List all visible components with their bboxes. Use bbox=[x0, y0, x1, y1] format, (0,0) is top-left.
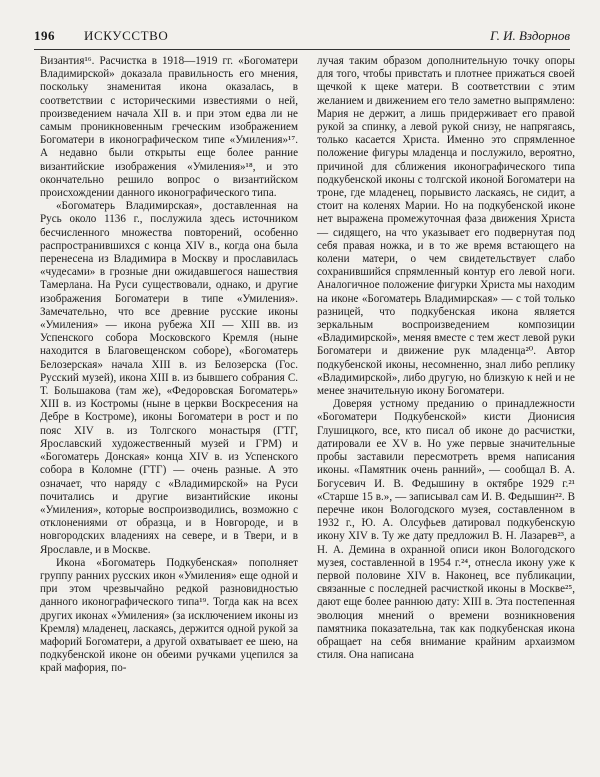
paragraph: Икона «Богоматерь Подкубенская» пополняет группу ранних русских икон «Умиления» еще одной и при этом чрезвычайно редкой разновидностью данного иконографического типа¹⁹. Тогда как на всех других иконах «Умиления» (за исключением иконы из Кремля) младенец, ласкаясь, держится одной рукой за мафорий Богоматери, а другой охватывает ее шею, на подкубенской иконе он обеими ручками уцепился за край мафория, по- bbox=[40, 556, 298, 675]
paragraph: Византия¹⁶. Расчистка в 1918—1919 гг. «Богоматери Владимирской» доказала правильность его мнения, поскольку знаменитая икона оказалась, в соответствии с историческими известиями о ней, произведением начала XII в. и при этом едва ли не самым проникновенным греческим изображением Богоматери в иконографическом типе «Умиления»¹⁷. А недавно были открыты еще более ранние византийские изображения «Умиления»¹⁸, и это окончательно решило вопрос о византийском происхождении данного иконографического типа. bbox=[40, 55, 298, 200]
header-rule bbox=[34, 49, 570, 50]
left-column bbox=[40, 55, 298, 676]
paragraph: лучая таким образом дополнительную точку опоры для того, чтобы привстать и плотнее прижаться своей щечкой к щеке матери. В соответствии с этим желанием и движением его тело заметно выпрямлено: Мария не держит, а лишь придерживает его правой рукой за спинку, а левой рукой снизу, не напрягаясь, только касается Христа. Именно это спрямленное положение фигуры младенца и послужило, вероятно, причиной для сближения иконографического типа подкубенской иконы с толгской иконой Богоматери на троне, где младенец, порывисто ласкаясь, не сидит, а стоит на коленях Марии. Но на подкубенской иконе нет выражена промежуточная фаза движения Христа — сидящего, на что указывает его подвернутая под себя правая ножка, и в то же время встающего на колени матери, о чем свидетельствует слабо сохранившийся спрямленный контур его левой ноги. Аналогичное положение фигурки Христа мы находим на иконе «Богоматерь Владимирская» — с той только разницей, что подкубенская икона является зеркальным воспроизведением композиции «Владимирской», меняя вместе с тем жест левой руки Богоматери и движение рук младенца²⁰. Автор подкубенской иконы, несомненно, знал либо реплику «Владимирской», либо другую, но близкую к ней и не менее значительную икону Богоматери. bbox=[317, 55, 575, 398]
page-number: 196 bbox=[34, 28, 55, 43]
running-header bbox=[34, 28, 570, 48]
paragraph: Доверяя устному преданию о принадлежности «Богоматери Подкубенской» кисти Дионисия Глушицкого, все, кто писал об иконе до расчистки, датировали ее XV в. Но уже первые значительные пробы заставили пересмотреть время написания иконы. «Памятник очень ранний», — сообщал В. А. Богусевич И. В. Федышину в октябре 1929 г.²¹ «Старше 15 в.», — записывал сам И. В. Федышин²². В перечне икон Вологодского музея, составленном в 1932 г., Ю. А. Олсуфьев датировал подкубенскую икону XIV в. Ту же дату предложил В. Н. Лазарев²³, а Н. А. Демина в охранной описи икон Вологодского музея, составленной в 1954 г.²⁴, отнесла икону уже к первой половине XIV в. Наконец, все публикации, связанные с последней расчисткой иконы в Москве²⁵, дают еще более раннюю дату: XIII в. Эта постепенная эволюция мнений о времени возникновения памятника показательна, так как подкубенская икона обращает на себя внимание крайним архаизмом стиля. Она написана bbox=[317, 398, 575, 662]
section-title: ИСКУССТВО bbox=[84, 28, 169, 43]
paragraph: «Богоматерь Владимирская», доставленная на Русь около 1136 г., послужила здесь источником бесчисленного множества повторений, особенно распространившихся с конца XIV в., когда она была перенесена из Владимира в Москву и прославилась «чудесами» в грозные дни ожидавшегося нашествия Тамерлана. На Руси существовали, однако, и другие изображения Богоматери в типе «Умиления». Замечательно, что все древние русские иконы «Умиления» — икона рубежа XII — XIII вв. из Успенского собора Московского Кремля (ныне находится в Благовещенском соборе), «Богоматерь Белозерская» начала XIII в. из Белозерска (Гос. Русский музей), икона XIII в. из бывшего собрания С. Т. Большакова (там же), «Федоровская Богоматерь» XIII в. из Костромы (ныне в церкви Воскресения на Дебре в Костроме), иконы Богоматери в рост и по пояс XIV в. из Толгского монастыря (ГТГ, Ярославский художественный музей и ГРМ) и «Богоматерь Донская» конца XIV в. из Успенского собора в Коломне (ГТГ) — очень разные. А это означает, что наряду с «Владимирской» на Руси почитались и другие византийские иконы «Умиления», которые воспроизводились, возможно с отклонениями от образца, и в Новгороде, и в новгородских владениях на севере, и в Твери, и в Ярославле, и в Москве. bbox=[40, 200, 298, 556]
author-name: Г. И. Вздорнов bbox=[490, 28, 570, 43]
right-column bbox=[317, 55, 575, 662]
